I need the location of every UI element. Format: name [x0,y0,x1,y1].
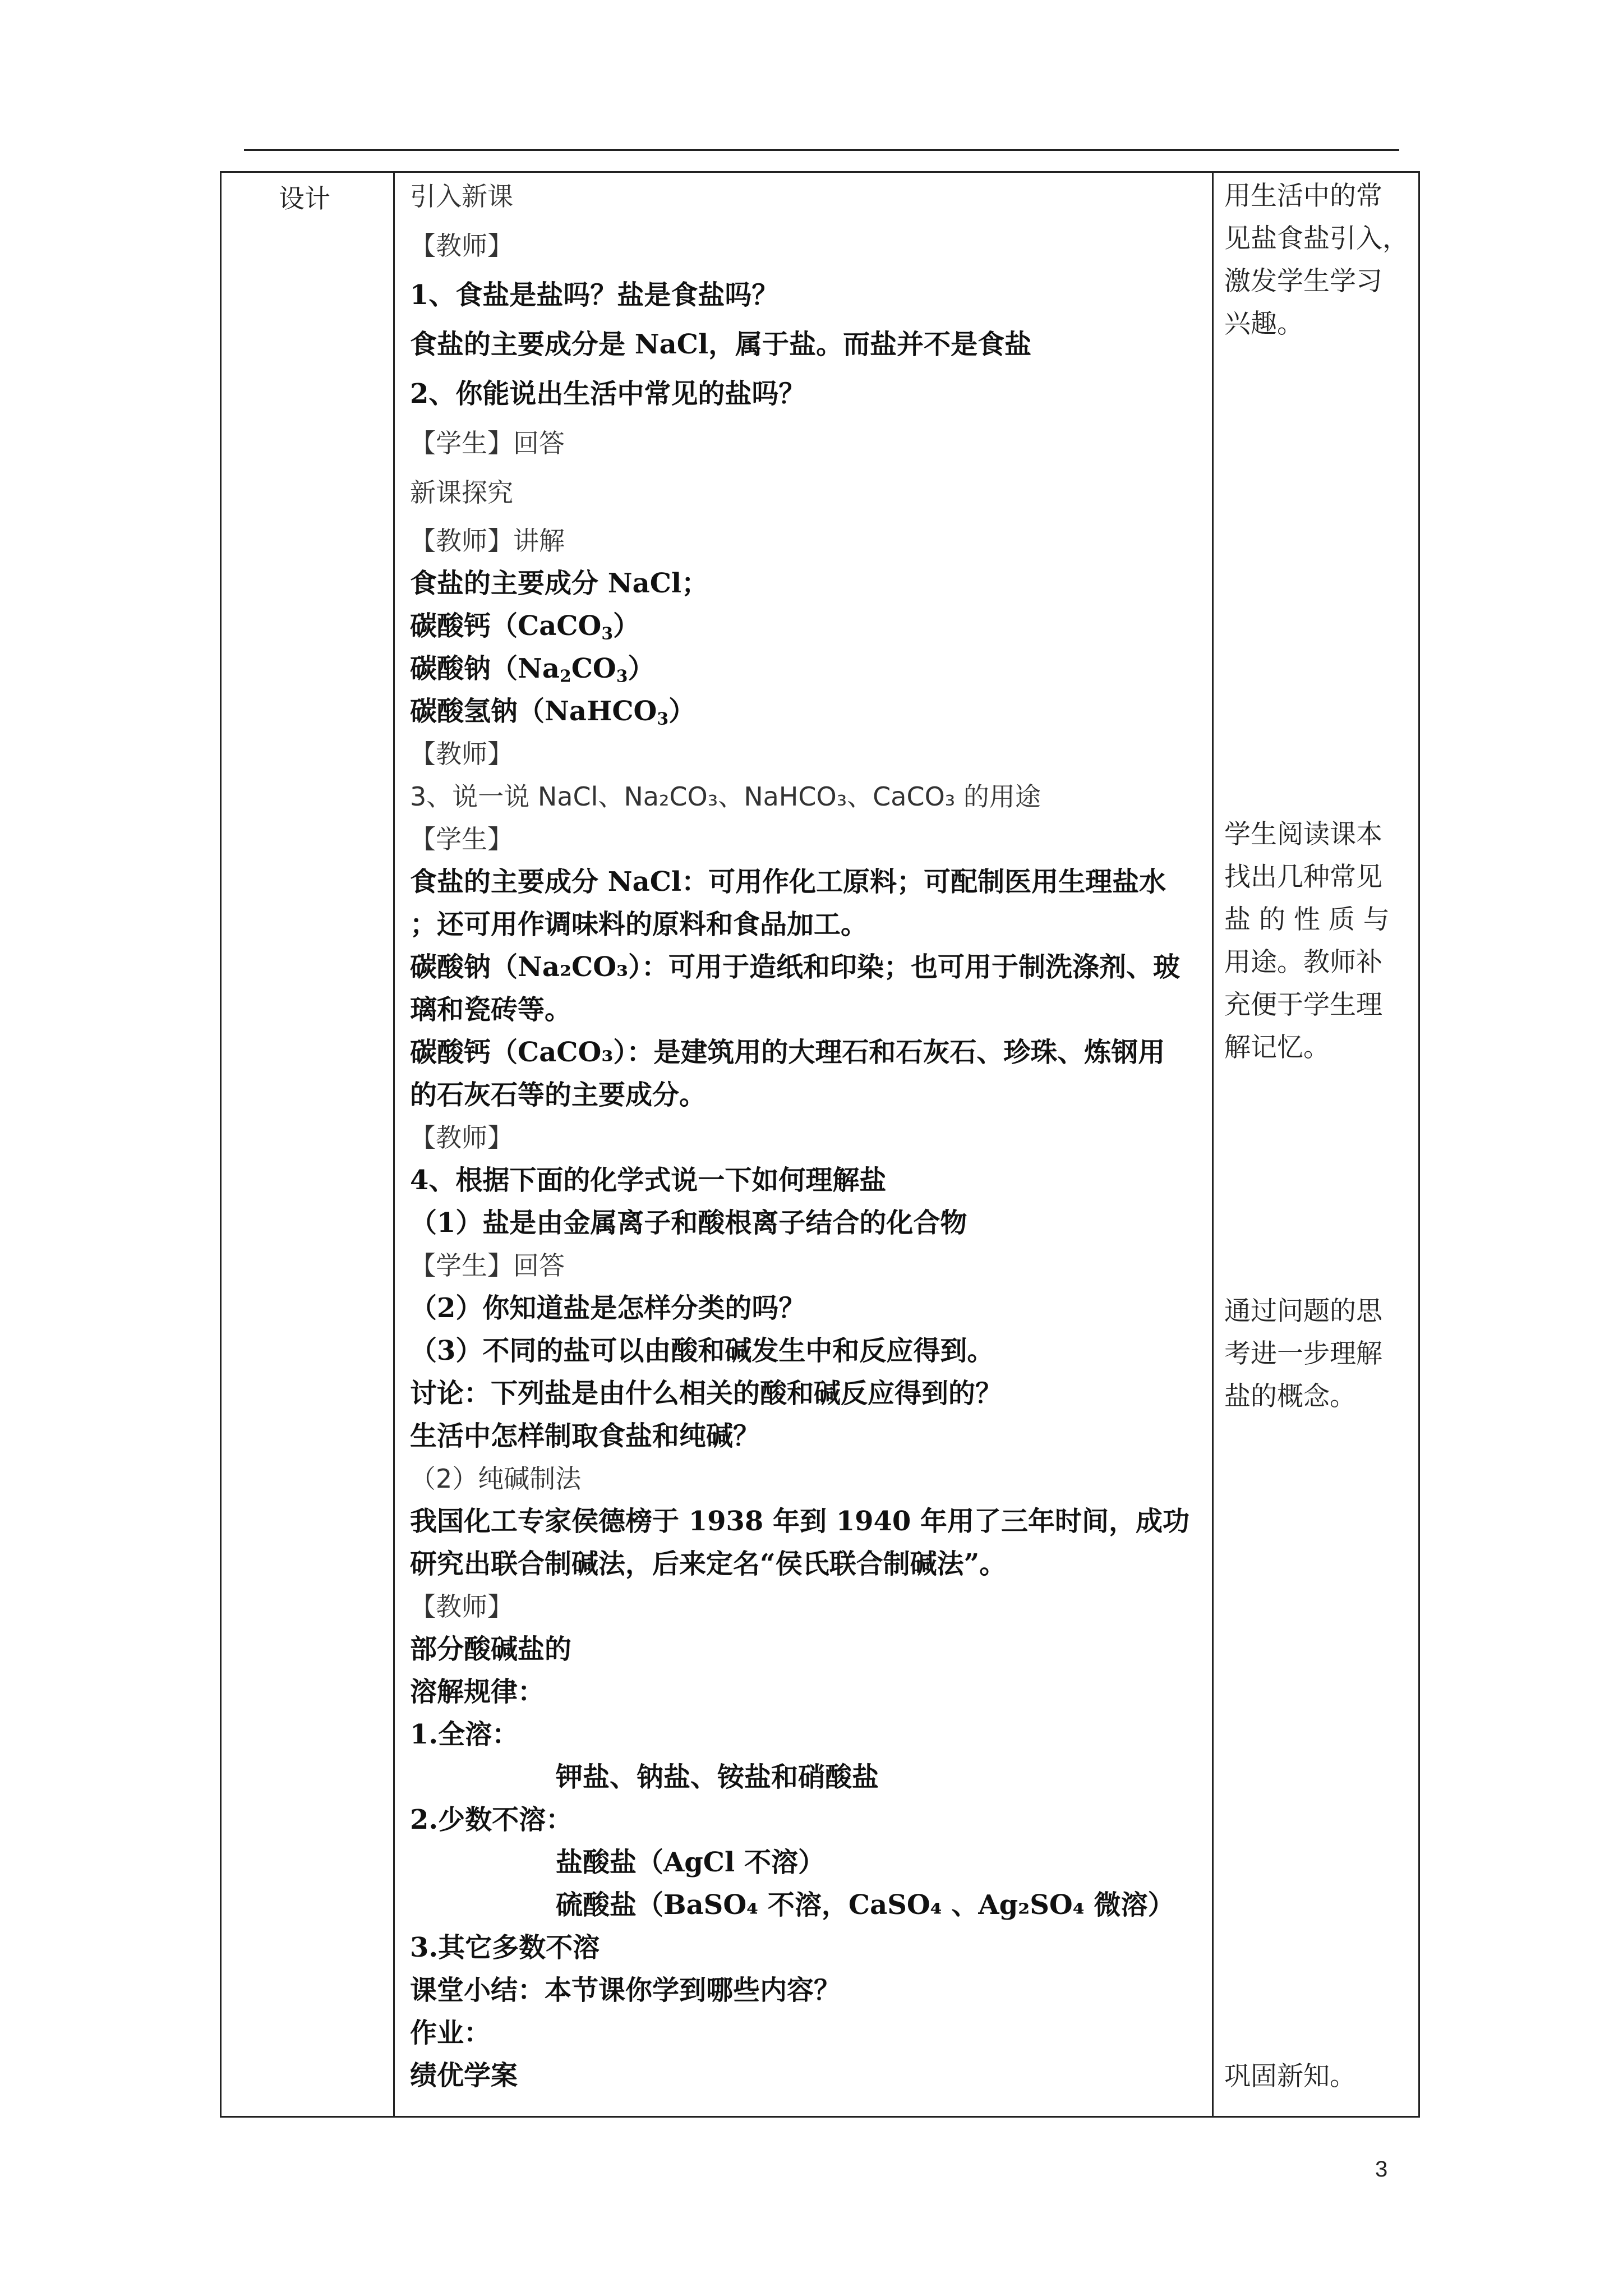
content-line: 【学生】回答 [410,1250,565,1281]
header-rule [244,149,1399,151]
content-line: 的石灰石等的主要成分。 [410,1079,707,1111]
page-number: 3 [1375,2157,1388,2182]
column-divider-right [1212,173,1214,2116]
content-line: 3.其它多数不溶 [410,1932,600,1963]
content-line: 研究出联合制碱法，后来定名“侯氏联合制碱法”。 [410,1548,1007,1580]
content-line: 碳酸氢钠（NaHCO$_3$） [410,696,696,729]
content-line: 2、你能说出生活中常见的盐吗？ [410,378,806,409]
note-consolidate: 巩固新知。 [1224,2061,1356,2092]
content-line: 碳酸钠（Na₂CO₃）：可用于造纸和印染；也可用于制洗涤剂、玻 [410,951,1181,983]
content-line: 4、根据下面的化学式说一下如何理解盐 [410,1165,887,1196]
content-line: （3）不同的盐可以由酸和碱发生中和反应得到。 [410,1335,994,1366]
content-line: 钾盐、钠盐、铵盐和硝酸盐 [556,1761,879,1793]
content-line: 溶解规律： [410,1676,545,1708]
content-line: 【教师】 [410,1591,513,1622]
content-line: 课堂小结：本节课你学到哪些内容？ [410,1975,841,2006]
content-line: 食盐的主要成分 NaCl； [410,568,709,599]
content-line: 碳酸钙（CaCO$_3$） [410,610,640,644]
content-line: 2.少数不溶： [410,1804,573,1835]
content-line: 生活中怎样制取食盐和纯碱？ [410,1420,760,1452]
content-line: ；还可用作调味料的原料和食品加工。 [410,909,868,940]
content-line: 【学生】回答 [410,428,565,458]
content-line: （1）盐是由金属离子和酸根离子结合的化合物 [410,1207,967,1239]
column-divider-left [393,173,395,2116]
content-line: 作业： [410,2017,491,2049]
note-intro: 用生活中的常 见盐食盐引入， 激发学生学习 兴趣。 [1224,181,1409,339]
content-line: 食盐的主要成分是 NaCl，属于盐。而盐并不是食盐 [410,329,1032,360]
content-line: 碳酸钙（CaCO₃）：是建筑用的大理石和石灰石、珍珠、炼钢用 [410,1037,1165,1068]
content-line: 璃和瓷砖等。 [410,994,572,1025]
content-line: 引入新课 [410,181,513,211]
content-line: （2）纯碱制法 [410,1464,582,1494]
note-concept: 通过问题的思 考进一步理解 盐的概念。 [1224,1296,1382,1412]
content-line: 【教师】讲解 [410,526,565,556]
content-line: 食盐的主要成分 NaCl：可用作化工原料；可配制医用生理盐水 [410,866,1166,898]
content-line: 【学生】 [410,824,513,854]
lesson-table [220,171,1420,2118]
content-line: 新课探究 [410,477,513,508]
content-line: 【教师】 [410,1122,513,1153]
content-line: 【教师】 [410,739,513,769]
content-line: 碳酸钠$(Na_2CO_3)$ [410,653,655,687]
content-line: （2）你知道盐是怎样分类的吗？ [410,1292,806,1324]
content-line: 1.全溶： [410,1719,519,1750]
section-label: 设计 [279,183,330,214]
content-line: 【教师】 [410,231,513,261]
content-line: 绩优学案 [410,2060,518,2091]
note-reading: 学生阅读课本 找出几种常见 盐 的 性 质 与 用途。教师补 充便于学生理 解记忆。 [1224,819,1390,1063]
content-line: 盐酸盐（AgCl 不溶） [556,1847,825,1878]
content-line: 1、食盐是盐吗？盐是食盐吗？ [410,279,779,311]
content-line: 硫酸盐（BaSO₄ 不溶，CaSO₄ 、Ag₂SO₄ 微溶） [556,1889,1175,1921]
content-line: 部分酸碱盐的 [410,1634,572,1665]
content-line: 讨论：下列盐是由什么相关的酸和碱反应得到的？ [410,1378,1003,1409]
content-line: 3、说一说 NaCl、Na₂CO₃、NaHCO₃、CaCO₃ 的用途 [410,781,1041,812]
content-line: 我国化工专家侯德榜于 1938 年到 1940 年用了三年时间，成功 [410,1506,1190,1537]
